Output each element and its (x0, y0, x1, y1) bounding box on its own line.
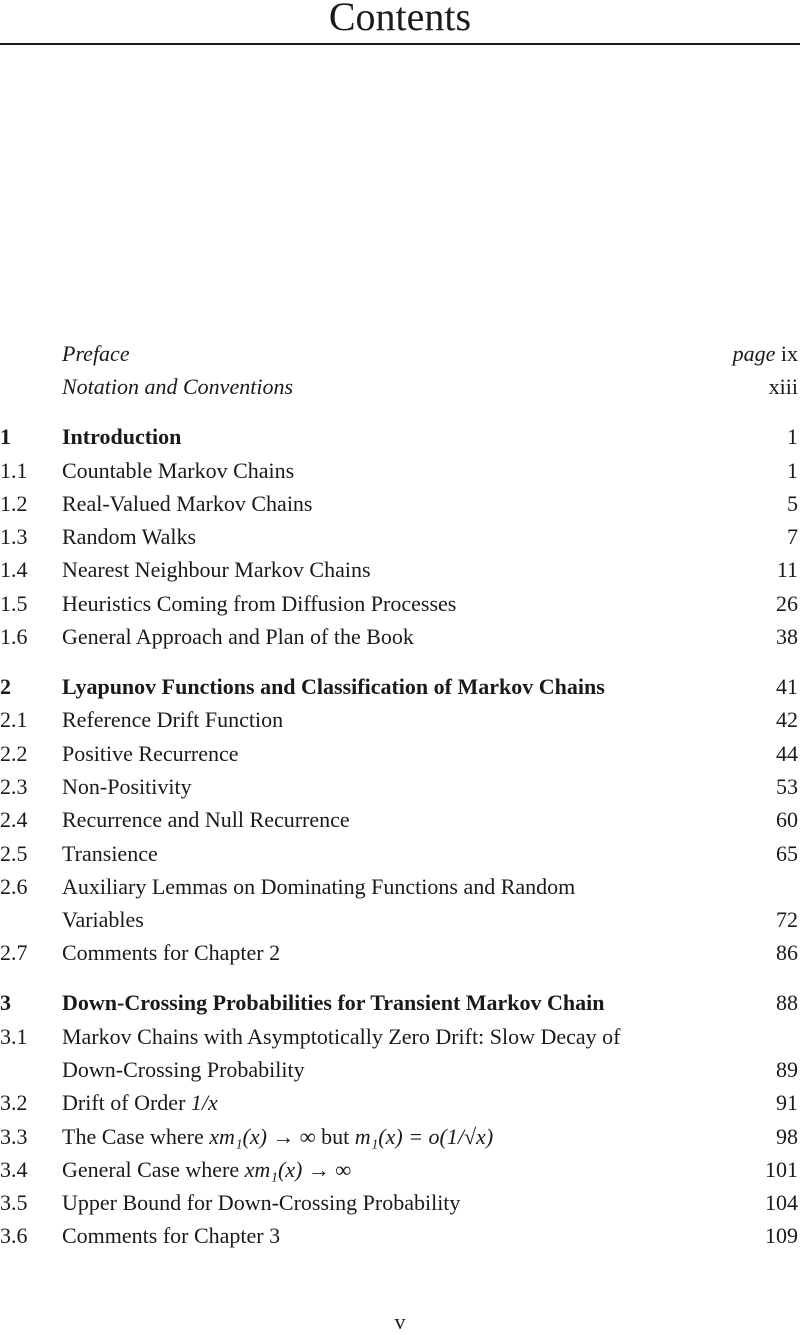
entry-page: 1 (787, 457, 798, 483)
section-title: Positive Recurrence (62, 740, 239, 766)
section-title: Recurrence and Null Recurrence (62, 807, 350, 833)
chapter-title: Lyapunov Functions and Classification of Markov Chains (62, 674, 605, 700)
toc-section[interactable] (0, 737, 800, 770)
section-number: 1.2 (0, 490, 28, 516)
entry-page: 98 (776, 1123, 798, 1149)
section-number: 3.5 (0, 1190, 28, 1216)
section-title-line2: Down-Crossing Probability (62, 1057, 305, 1082)
entry-page: 5 (787, 490, 798, 516)
entry-page: 86 (776, 940, 798, 966)
section-number: 1.5 (0, 590, 28, 616)
toc-section[interactable] (0, 870, 800, 903)
entry-page: 41 (776, 674, 798, 700)
entry-page: 65 (776, 840, 798, 866)
toc-section[interactable] (0, 1219, 800, 1252)
toc-section[interactable] (0, 803, 800, 836)
chapter-number: 1 (0, 424, 11, 450)
toc-entry-preface[interactable] (0, 337, 800, 370)
section-number: 2.4 (0, 807, 28, 833)
entry-page: 44 (776, 740, 798, 766)
section-number: 3.6 (0, 1223, 28, 1249)
section-title: Real-Valued Markov Chains (62, 490, 313, 516)
section-number: 2.3 (0, 773, 28, 799)
chapter-number: 3 (0, 990, 11, 1016)
toc-section[interactable] (0, 587, 800, 620)
section-title: Comments for Chapter 2 (62, 940, 281, 966)
section-title-line2: Variables (62, 907, 144, 933)
entry-page: page ix (732, 341, 798, 366)
title-rule (0, 43, 800, 45)
entry-page: 109 (765, 1223, 798, 1249)
section-number: 1.6 (0, 624, 28, 650)
section-number: 1.3 (0, 524, 28, 550)
math-expression: xm₁(x) → ∞ (209, 1123, 316, 1149)
section-number: 2.6 (0, 873, 28, 899)
toc-section[interactable] (0, 703, 800, 736)
toc-section[interactable] (0, 1153, 800, 1186)
section-title: Heuristics Coming from Diffusion Processes (62, 590, 457, 616)
chapter-title: Introduction (62, 424, 182, 450)
section-number: 2.1 (0, 707, 28, 733)
toc-section[interactable] (0, 553, 800, 586)
toc-section[interactable] (0, 1086, 800, 1119)
toc-section[interactable] (0, 770, 800, 803)
section-number: 3.3 (0, 1123, 28, 1149)
toc-section[interactable] (0, 1186, 800, 1219)
section-number: 1.1 (0, 457, 28, 483)
section-title: General Case where xm₁(x) → ∞ (62, 1156, 352, 1182)
section-number: 3.1 (0, 1023, 28, 1049)
math-expression: 1/x (190, 1090, 218, 1116)
entry-page: 60 (776, 807, 798, 833)
toc-chapter-2[interactable] (0, 670, 800, 703)
section-title: Nearest Neighbour Markov Chains (62, 557, 371, 583)
entry-page: 1 (787, 424, 798, 450)
math-expression: m₁(x) = o(1/√x) (354, 1123, 494, 1149)
toc-section[interactable] (0, 1120, 800, 1153)
entry-page: 72 (776, 907, 798, 933)
section-number: 2.5 (0, 840, 28, 866)
entry-title: Notation and Conventions (62, 374, 293, 400)
entry-page: 11 (776, 557, 798, 583)
entry-page: 53 (776, 773, 798, 799)
section-title: Transience (62, 840, 158, 866)
section-title: General Approach and Plan of the Book (62, 624, 414, 650)
section-number: 1.4 (0, 557, 28, 583)
section-number: 3.4 (0, 1156, 28, 1182)
section-title-line1: Markov Chains with Asymptotically Zero Drift: Slow Decay of (62, 1023, 621, 1049)
page-title: Contents (328, 0, 472, 39)
section-title: Drift of Order 1/x (62, 1090, 218, 1116)
toc-chapter-1[interactable] (0, 420, 800, 453)
toc-chapter-3[interactable] (0, 986, 800, 1019)
section-title: The Case where xm₁(x) → ∞ but m₁(x) = o(1/√x) (62, 1123, 494, 1149)
section-number: 3.2 (0, 1090, 28, 1116)
entry-page: 89 (776, 1057, 798, 1082)
toc-section[interactable] (0, 620, 800, 653)
toc-section[interactable] (0, 936, 800, 969)
toc-section[interactable] (0, 520, 800, 553)
entry-page: 101 (765, 1156, 798, 1182)
entry-page: 7 (787, 524, 798, 550)
section-title: Countable Markov Chains (62, 457, 295, 483)
chapter-title: Down-Crossing Probabilities for Transient Markov Chain (62, 990, 605, 1016)
section-title: Reference Drift Function (62, 707, 284, 733)
toc-section-continuation[interactable] (0, 903, 800, 936)
entry-page: 42 (776, 707, 798, 733)
entry-page: 88 (776, 990, 798, 1016)
toc-section[interactable] (0, 837, 800, 870)
entry-page: 104 (765, 1190, 798, 1216)
toc-entry-notation[interactable] (0, 370, 800, 403)
section-title: Non-Positivity (62, 773, 192, 799)
entry-page: 38 (776, 624, 798, 650)
section-title: Comments for Chapter 3 (62, 1223, 281, 1249)
section-number: 2.2 (0, 740, 28, 766)
table-of-contents (0, 337, 800, 1253)
chapter-number: 2 (0, 674, 11, 700)
toc-section-continuation[interactable] (0, 1053, 800, 1086)
toc-section[interactable] (0, 487, 800, 520)
toc-section[interactable] (0, 454, 800, 487)
section-title-line1: Auxiliary Lemmas on Dominating Functions and Random (62, 873, 576, 899)
entry-title: Preface (62, 341, 130, 366)
entry-page: 91 (776, 1090, 798, 1116)
section-title: Random Walks (62, 524, 197, 550)
section-title: Upper Bound for Down-Crossing Probability (62, 1190, 461, 1216)
math-expression: xm₁(x) → ∞ (244, 1156, 352, 1182)
page-number-folio: v (394, 1309, 406, 1334)
entry-page: xiii (768, 374, 798, 400)
toc-section[interactable] (0, 1020, 800, 1053)
entry-page: 26 (776, 590, 798, 616)
section-number: 2.7 (0, 940, 28, 966)
